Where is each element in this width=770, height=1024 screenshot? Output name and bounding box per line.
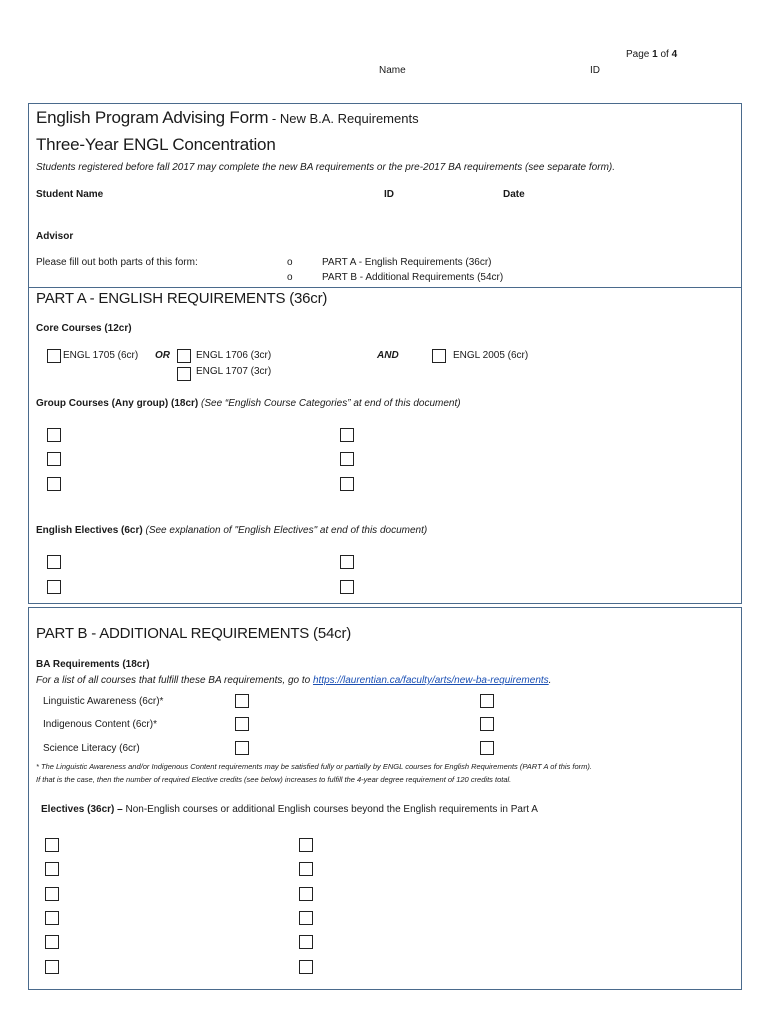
indigenous-content-label: Indigenous Content (6cr)* (43, 719, 157, 730)
science-literacy-label: Science Literacy (6cr) (43, 743, 140, 754)
form-title-suffix: - New B.A. Requirements (268, 111, 419, 126)
elective-checkbox[interactable] (45, 887, 59, 901)
engl-1706-label: ENGL 1706 (3cr) (196, 350, 272, 361)
english-elective-checkbox[interactable] (340, 580, 354, 594)
page-current: 1 (652, 49, 658, 60)
bullet-2: o (287, 272, 293, 283)
form-subtitle: Three-Year ENGL Concentration (36, 135, 276, 154)
elective-checkbox[interactable] (299, 960, 313, 974)
ba-note-prefix: For a list of all courses that fulfill these BA requirements, go to (36, 675, 313, 686)
linguistic-awareness-checkbox[interactable] (235, 694, 249, 708)
advisor-label: Advisor (36, 231, 74, 242)
header-id-label: ID (590, 65, 600, 76)
elective-checkbox[interactable] (299, 887, 313, 901)
elective-checkbox[interactable] (45, 935, 59, 949)
engl-1706-checkbox[interactable] (177, 349, 191, 363)
group-course-checkbox[interactable] (340, 477, 354, 491)
engl-1705-checkbox[interactable] (47, 349, 61, 363)
elective-checkbox[interactable] (45, 911, 59, 925)
group-courses-heading (36, 398, 461, 409)
fill-instruction: Please fill out both parts of this form: (36, 257, 198, 268)
date-label: Date (503, 189, 525, 200)
english-electives-heading (36, 525, 427, 536)
english-electives-note: (See explanation of "English Electives" at end of this document) (142, 525, 428, 536)
part-a-title: PART A - ENGLISH REQUIREMENTS (36cr) (36, 290, 328, 307)
form-title-main: English Program Advising Form (36, 108, 269, 127)
and-label: AND (377, 350, 399, 361)
electives-note: Non-English courses or additional English courses beyond the English requirements in Part A (122, 804, 538, 815)
english-electives-label: English Electives (6cr) (36, 525, 143, 536)
english-elective-checkbox[interactable] (47, 555, 61, 569)
student-name-label: Student Name (36, 189, 104, 200)
footnote-1: * The Linguistic Awareness and/or Indigenous Content requirements may be satisfied fully or partially by ENGL courses for English Requirements (PART A of this form). (36, 762, 592, 771)
group-course-checkbox[interactable] (340, 428, 354, 442)
group-courses-note: (See “English Course Categories” at end of this document) (198, 398, 461, 409)
part-list-item-a: PART A - English Requirements (36cr) (322, 257, 492, 268)
electives-label: Electives (36cr) – (41, 804, 123, 815)
page-prefix: Page (626, 49, 650, 60)
engl-1707-checkbox[interactable] (177, 367, 191, 381)
english-elective-checkbox[interactable] (47, 580, 61, 594)
page-of: of (660, 49, 669, 60)
group-courses-label: Group Courses (Any group) (18cr) (36, 398, 199, 409)
ba-requirements-link[interactable]: https://laurentian.ca/faculty/arts/new-ba-requirements (312, 675, 549, 686)
group-course-checkbox[interactable] (340, 452, 354, 466)
elective-checkbox[interactable] (45, 960, 59, 974)
linguistic-awareness-label: Linguistic Awareness (6cr)* (43, 696, 164, 707)
part-list-item-b: PART B - Additional Requirements (54cr) (322, 272, 504, 283)
part-b-title: PART B - ADDITIONAL REQUIREMENTS (54cr) (36, 625, 352, 642)
ba-requirements-note (36, 675, 551, 686)
science-literacy-checkbox[interactable] (235, 741, 249, 755)
elective-checkbox[interactable] (299, 935, 313, 949)
engl-2005-checkbox[interactable] (432, 349, 446, 363)
header-name-label: Name (379, 65, 406, 76)
student-id-label: ID (384, 189, 394, 200)
elective-checkbox[interactable] (45, 862, 59, 876)
ba-requirements-label: BA Requirements (18cr) (36, 659, 150, 670)
ba-note-suffix: . (548, 675, 552, 686)
electives-heading (41, 804, 538, 815)
engl-1707-label: ENGL 1707 (3cr) (196, 366, 272, 377)
or-label: OR (155, 350, 170, 361)
elective-checkbox[interactable] (45, 838, 59, 852)
form-note: Students registered before fall 2017 may complete the new BA requirements or the pre-2017 BA requirements (see separate form). (36, 162, 616, 173)
elective-checkbox[interactable] (299, 911, 313, 925)
science-literacy-checkbox-2[interactable] (480, 741, 494, 755)
engl-2005-label: ENGL 2005 (6cr) (453, 350, 529, 361)
english-elective-checkbox[interactable] (340, 555, 354, 569)
footnote-2: If that is the case, then the number of required Elective credits (see below) increases to fulfill the 4-year degree requirement of 120 credits total. (36, 775, 512, 784)
indigenous-content-checkbox[interactable] (235, 717, 249, 731)
page-number (626, 49, 677, 60)
group-course-checkbox[interactable] (47, 428, 61, 442)
engl-1705-label: ENGL 1705 (6cr) (63, 350, 139, 361)
group-course-checkbox[interactable] (47, 452, 61, 466)
page-total: 4 (671, 49, 678, 60)
bullet-1: o (287, 257, 293, 268)
linguistic-awareness-checkbox-2[interactable] (480, 694, 494, 708)
form-title (36, 108, 419, 128)
elective-checkbox[interactable] (299, 838, 313, 852)
part-a-frame (28, 287, 742, 604)
indigenous-content-checkbox-2[interactable] (480, 717, 494, 731)
core-courses-label: Core Courses (12cr) (36, 323, 132, 334)
elective-checkbox[interactable] (299, 862, 313, 876)
group-course-checkbox[interactable] (47, 477, 61, 491)
